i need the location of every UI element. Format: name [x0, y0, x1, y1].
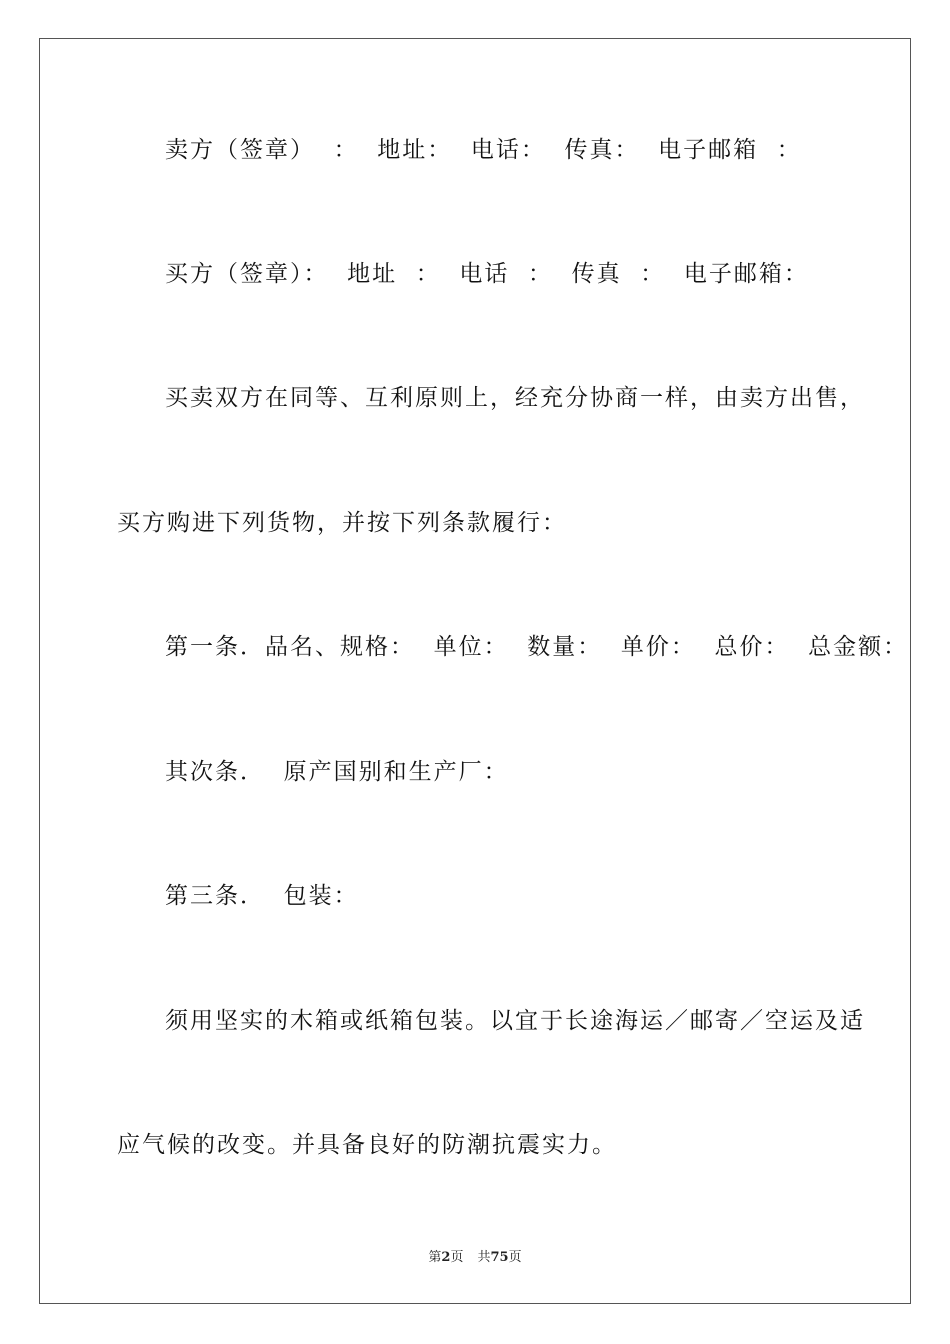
total-prefix: 共: [477, 1250, 491, 1265]
buyer-info-line: 买方（签章）： 地址 ： 电话 ： 传真 ： 电子邮箱：: [165, 261, 809, 287]
preamble-line-2: 买方购进下列货物，并按下列条款履行：: [117, 510, 567, 536]
article-2-line: 其次条． 原产国别和生产厂：: [165, 759, 509, 785]
total-suffix: 页: [508, 1250, 522, 1265]
article-1-line: 第一条．品名、规格： 单位： 数量： 单价： 总价： 总金额：: [165, 634, 909, 660]
page-footer: [0, 1246, 950, 1265]
page-suffix: 页: [450, 1250, 464, 1265]
total-pages-number: 75: [490, 1250, 509, 1265]
packaging-text-line-1: 须用坚实的木箱或纸箱包装。以宜于长途海运／邮寄／空运及适: [165, 1008, 865, 1034]
current-page-number: 2: [441, 1250, 451, 1265]
page-prefix: 第: [428, 1250, 442, 1265]
article-3-line: 第三条． 包装：: [165, 883, 359, 909]
preamble-line-1: 买卖双方在同等、互利原则上，经充分协商一样，由卖方出售，: [165, 385, 865, 411]
packaging-text-line-2: 应气候的改变。并具备良好的防潮抗震实力。: [117, 1132, 617, 1158]
seller-info-line: 卖方（签章） ： 地址： 电话： 传真： 电子邮箱 ：: [165, 137, 802, 163]
page-border: [39, 38, 911, 1304]
